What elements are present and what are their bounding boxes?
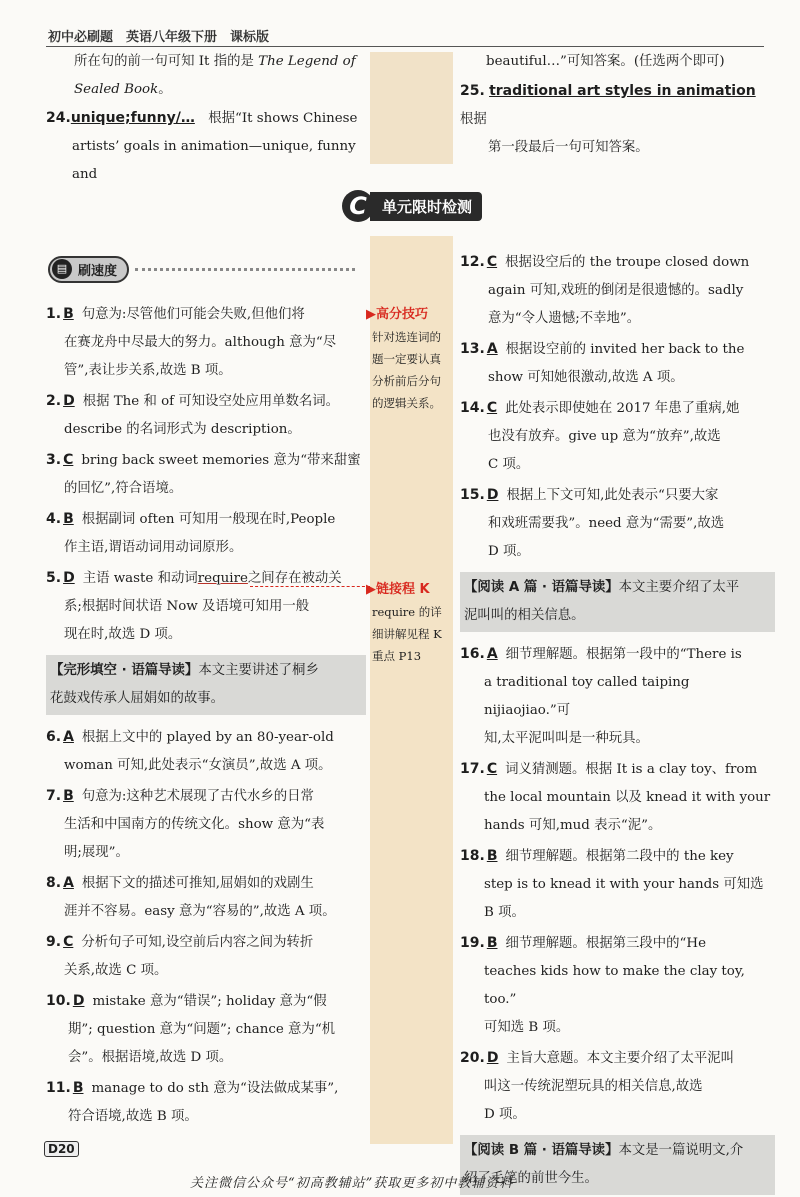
question-number: 9. bbox=[46, 934, 62, 950]
question-4 bbox=[46, 505, 366, 562]
text: 细节理解题。根据第三段中的“He bbox=[505, 936, 707, 951]
text: show 可知她很激动,故选 A 项。 bbox=[488, 370, 684, 385]
section-letter: C bbox=[342, 190, 374, 222]
text: 根据设空前的 invited her back to the bbox=[505, 342, 745, 357]
text: 涯并不容易。easy 意为“容易的”,故选 A 项。 bbox=[64, 904, 336, 919]
book-title: Sealed Book bbox=[74, 82, 159, 97]
link-note bbox=[366, 578, 452, 667]
question-number: 17. bbox=[460, 761, 485, 777]
question-17 bbox=[460, 755, 775, 840]
note-line: 题一定要认真 bbox=[372, 352, 441, 366]
text: 句意为:这种艺术展现了古代水乡的日常 bbox=[81, 789, 314, 804]
text: 和戏班需要我”。need 意为“需要”,故选 bbox=[488, 516, 725, 531]
section-banner bbox=[342, 190, 482, 222]
question-number: 1. bbox=[46, 306, 62, 322]
answer: B bbox=[63, 788, 74, 804]
note-line: 分析前后分句 bbox=[372, 374, 441, 388]
text: 现在时,故选 D 项。 bbox=[64, 627, 182, 642]
note-line: 细讲解见程 K bbox=[372, 627, 442, 641]
question-number: 16. bbox=[460, 646, 485, 662]
answer: C bbox=[486, 400, 498, 416]
text: 知,太平泥叫叫是一种玩具。 bbox=[484, 731, 649, 746]
text: 细节理解题。根据第二段中的 the key bbox=[505, 849, 734, 864]
book-title: The Legend of bbox=[258, 54, 356, 69]
note-heading[interactable]: 链接程 K bbox=[376, 582, 430, 597]
running-header: 初中必刷题 英语八年级下册 课标版 bbox=[48, 30, 270, 45]
text: 作主语,谓语动词用动词原形。 bbox=[64, 540, 243, 555]
header-rule bbox=[46, 46, 764, 47]
text: 符合语境,故选 B 项。 bbox=[68, 1109, 198, 1124]
top-left-continuation bbox=[74, 48, 366, 104]
answer: B bbox=[486, 935, 498, 951]
text: 本文主要讲述了桐乡 bbox=[198, 663, 319, 678]
question-number: 3. bbox=[46, 452, 62, 468]
text: 分析句子可知,设空前后内容之间为转折 bbox=[81, 935, 314, 950]
question-1 bbox=[46, 300, 366, 385]
text: 根据下文的描述可推知,屈娟如的戏剧生 bbox=[81, 876, 314, 891]
question-number: 7. bbox=[46, 788, 62, 804]
text: 。 bbox=[158, 82, 172, 97]
question-number: 6. bbox=[46, 729, 62, 745]
text: 句意为:尽管他们可能会失败,但他们将 bbox=[81, 307, 305, 322]
question-24 bbox=[46, 104, 366, 189]
text: 根据设空后的 the troupe closed down bbox=[505, 255, 750, 270]
question-25 bbox=[460, 77, 775, 162]
answer: B bbox=[72, 1080, 84, 1096]
text: D 项。 bbox=[484, 1107, 526, 1122]
text: describe 的名词形式为 description。 bbox=[64, 422, 301, 437]
text: 生活和中国南方的传统文化。show 意为“表 bbox=[64, 817, 325, 832]
answer: C bbox=[486, 254, 498, 270]
answer: C bbox=[63, 452, 74, 468]
answer: traditional art styles in animation bbox=[489, 83, 756, 99]
speed-label: 刷速度 bbox=[78, 264, 118, 279]
text: 明;展现”。 bbox=[64, 845, 129, 860]
text: 主语 waste 和动词 bbox=[82, 571, 198, 586]
answer: D bbox=[63, 393, 75, 409]
text: 可知选 B 项。 bbox=[484, 1020, 570, 1035]
question-19 bbox=[460, 929, 775, 1042]
question-18 bbox=[460, 842, 775, 927]
text: 所在句的前一句可知 It 指的是 bbox=[74, 54, 254, 69]
answer: A bbox=[63, 729, 74, 745]
text: manage to do sth 意为“设法做成某事”, bbox=[91, 1081, 339, 1096]
question-14 bbox=[460, 394, 775, 479]
note-line: 重点 P13 bbox=[372, 649, 422, 663]
question-number: 8. bbox=[46, 875, 62, 891]
answer: D bbox=[63, 570, 75, 586]
book-icon: ▤ bbox=[52, 259, 72, 279]
text: 根据上下文可知,此处表示“只要大家 bbox=[506, 488, 719, 503]
top-right-continuation: beautiful…”可知答案。(任选两个即可) bbox=[486, 54, 725, 69]
tip-note bbox=[366, 303, 452, 414]
text: D 项。 bbox=[488, 544, 530, 559]
answer: A bbox=[63, 875, 74, 891]
question-3 bbox=[46, 446, 366, 503]
question-number: 11. bbox=[46, 1080, 71, 1096]
question-16 bbox=[460, 640, 775, 753]
question-15 bbox=[460, 481, 775, 566]
text: B 项。 bbox=[484, 905, 525, 920]
question-2 bbox=[46, 387, 366, 444]
text: the local mountain 以及 knead it with your bbox=[484, 790, 771, 805]
footer-note: 关注微信公众号“初高教辅站”获取更多初中教辅资料 bbox=[190, 1176, 514, 1191]
answer: D bbox=[72, 993, 85, 1009]
text: 系;根据时间状语 Now 及语境可知用一般 bbox=[64, 599, 310, 614]
note-line: 的逻辑关系。 bbox=[372, 396, 441, 410]
text: 根据上文中的 played by an 80-year-old bbox=[81, 730, 334, 745]
side-stripe-top bbox=[370, 52, 453, 164]
question-12 bbox=[460, 248, 775, 333]
text: 绍了毛笔的前世今生。 bbox=[464, 1171, 598, 1186]
question-number: 4. bbox=[46, 511, 62, 527]
question-number: 5. bbox=[46, 570, 62, 586]
question-number: 12. bbox=[460, 254, 485, 270]
text: 意为“令人遗憾;不幸地”。 bbox=[488, 311, 641, 326]
question-11 bbox=[46, 1074, 366, 1131]
text: 第一段最后一句可知答案。 bbox=[488, 140, 649, 155]
question-20 bbox=[460, 1044, 775, 1129]
text: woman 可知,此处表示“女演员”,故选 A 项。 bbox=[64, 758, 332, 773]
text: teaches kids how to make the clay toy, too.” bbox=[484, 964, 745, 1007]
text: 细节理解题。根据第一段中的“There is bbox=[505, 647, 742, 662]
text: mistake 意为“错误”; holiday 意为“假 bbox=[92, 994, 327, 1009]
cloze-guide-box bbox=[46, 655, 366, 715]
text: again 可知,戏班的倒闭是很遗憾的。sadly bbox=[488, 283, 744, 298]
arrow-right-icon: ▶ bbox=[366, 582, 376, 597]
box-heading: 【阅读 B 篇 · 语篇导读】 bbox=[464, 1143, 619, 1158]
text: 之间存在被动关 bbox=[247, 571, 342, 586]
question-number: 2. bbox=[46, 393, 62, 409]
answer: B bbox=[63, 306, 74, 322]
question-13 bbox=[460, 335, 775, 392]
question-8 bbox=[46, 869, 366, 926]
text: 本文主要介绍了太平 bbox=[618, 580, 740, 595]
question-10 bbox=[46, 987, 366, 1072]
section-title: 单元限时检测 bbox=[370, 192, 482, 221]
speed-header bbox=[48, 256, 355, 283]
note-line: 针对选连词的 bbox=[372, 330, 441, 344]
question-7 bbox=[46, 782, 366, 867]
question-number: 15. bbox=[460, 487, 485, 503]
text: 关系,故选 C 项。 bbox=[64, 963, 168, 978]
note-heading: 高分技巧 bbox=[376, 307, 429, 322]
answer: B bbox=[486, 848, 498, 864]
link-dashed-line bbox=[250, 586, 370, 587]
answer: unique;funny/… bbox=[70, 110, 195, 126]
question-number: 19. bbox=[460, 935, 485, 951]
question-number: 13. bbox=[460, 341, 485, 357]
text: a traditional toy called taiping nijiaojiao.”可 bbox=[484, 675, 690, 718]
arrow-right-icon: ▶ bbox=[366, 307, 376, 322]
text: 主旨大意题。本文主要介绍了太平泥叫 bbox=[506, 1051, 735, 1066]
text: 期”; question 意为“问题”; chance 意为“机 bbox=[68, 1022, 336, 1037]
question-number: 10. bbox=[46, 993, 71, 1009]
text: 此处表示即使她在 2017 年患了重病,她 bbox=[505, 401, 740, 416]
box-heading: 【阅读 A 篇 · 语篇导读】 bbox=[464, 580, 619, 595]
text: artists’ goals in animation—unique, funny and bbox=[72, 139, 356, 182]
answer: D bbox=[486, 1050, 499, 1066]
question-5 bbox=[46, 564, 366, 649]
text: 叫这一传统泥塑玩具的相关信息,故选 bbox=[484, 1079, 703, 1094]
text: step is to knead it with your hands 可知选 bbox=[484, 877, 764, 892]
page-number: D20 bbox=[44, 1141, 79, 1157]
text: 会”。根据语境,故选 D 项。 bbox=[68, 1050, 233, 1065]
speed-badge bbox=[48, 256, 129, 283]
text: 根据“It shows Chinese bbox=[208, 111, 358, 126]
answer: A bbox=[486, 341, 498, 357]
question-number: 14. bbox=[460, 400, 485, 416]
question-number: 20. bbox=[460, 1050, 485, 1066]
text: 的回忆”,符合语境。 bbox=[64, 481, 183, 496]
answer: B bbox=[63, 511, 74, 527]
text: 词义猜测题。根据 It is a clay toy、from bbox=[505, 762, 758, 777]
text: bring back sweet memories 意为“带来甜蜜 bbox=[81, 453, 361, 468]
answer: C bbox=[63, 934, 74, 950]
answer: C bbox=[486, 761, 498, 777]
text: 根据副词 often 可知用一般现在时,People bbox=[81, 512, 336, 527]
text: hands 可知,mud 表示“泥”。 bbox=[484, 818, 662, 833]
text: 根据 The 和 of 可知设空处应用单数名词。 bbox=[82, 394, 340, 409]
question-9 bbox=[46, 928, 366, 985]
text: 在赛龙舟中尽最大的努力。although 意为“尽 bbox=[64, 335, 337, 350]
right-column-items bbox=[460, 248, 775, 1195]
reading-a-guide-box bbox=[460, 572, 775, 632]
left-column-items bbox=[46, 300, 366, 1131]
question-number: 24. bbox=[46, 110, 71, 126]
answer: A bbox=[486, 646, 498, 662]
text: 本文是一篇说明文,介 bbox=[618, 1143, 744, 1158]
question-6 bbox=[46, 723, 366, 780]
text: 管”,表让步关系,故选 B 项。 bbox=[64, 363, 232, 378]
question-number: 18. bbox=[460, 848, 485, 864]
linked-word[interactable]: require bbox=[197, 571, 248, 586]
question-number: 25. bbox=[460, 83, 485, 99]
text: 花鼓戏传承人屈娟如的故事。 bbox=[50, 691, 225, 706]
box-heading: 【完形填空 · 语篇导读】 bbox=[50, 663, 199, 678]
text: 也没有放弃。give up 意为“放弃”,故选 bbox=[488, 429, 721, 444]
dotted-rule bbox=[135, 268, 355, 271]
answer: D bbox=[486, 487, 499, 503]
text: 根据 bbox=[460, 112, 487, 127]
text: 泥叫叫的相关信息。 bbox=[464, 608, 585, 623]
note-line: require 的详 bbox=[372, 605, 442, 619]
text: C 项。 bbox=[488, 457, 530, 472]
